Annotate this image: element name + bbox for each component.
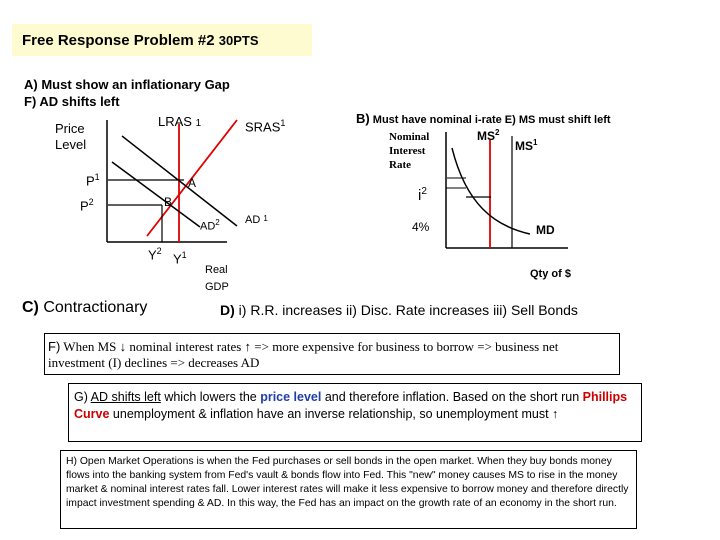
ms1-label-text: MS	[515, 139, 533, 153]
answer-d	[220, 302, 578, 318]
answer-h: H) Open Market Operations is when the Fed purchases or sell bonds in the open market. When they buy bonds money flows into the banking system from Fed's vault & bonds flow into Fed. This "new" money causes MS to rise in the money market & nominal interest rates fall. Lower interest rates will make it less expensive to borrow money and therefore directly impact investment spending & AD. In this way, the Fed has an impact on the growth rate of an economy in the short run.	[66, 456, 629, 509]
graph2-heading-prefix: B)	[356, 111, 370, 126]
answer-f-prefix: F)	[48, 339, 61, 354]
ad2-curve	[112, 162, 200, 227]
g2-ylabel	[389, 130, 429, 172]
i2-label-sup: 2	[421, 186, 427, 197]
graph2-heading-text: Must have nominal i-rate E) MS must shift left	[372, 114, 611, 126]
ad2-label	[200, 218, 220, 233]
y2-label-sup: 2	[156, 246, 162, 256]
lras-label-text: LRAS	[158, 114, 192, 129]
g1-xlabel	[205, 262, 229, 296]
ad1-label-sup: 1	[263, 214, 268, 223]
graph1-caption-text: Contractionary	[43, 299, 148, 316]
i2-label	[418, 186, 427, 204]
ms2-label	[477, 128, 499, 143]
ms2-label-text: MS	[477, 129, 495, 143]
ad2-label-text: AD	[200, 220, 216, 233]
y2-label	[148, 246, 162, 262]
g1-xlabel-line1: Real	[205, 264, 228, 276]
g2-ylabel-line1: Nominal	[389, 131, 430, 143]
graph2-heading	[356, 111, 611, 126]
p1-label	[86, 172, 100, 188]
title-points: 30PTS	[218, 33, 259, 48]
y2-label-text: Y	[148, 247, 157, 263]
g1-ylabel-line1: Price	[55, 121, 85, 136]
answer-d-text: i) R.R. increases ii) Disc. Rate increases iii) Sell Bonds	[238, 302, 578, 318]
g2-xlabel: Qty of $	[530, 268, 571, 280]
ad1-label-text: AD	[245, 214, 261, 226]
ms2-label-sup: 2	[495, 128, 500, 137]
p2-label-text: P	[80, 198, 89, 214]
g1-xlabel-line2: GDP	[205, 281, 229, 293]
sras-label-sup: 1	[280, 118, 286, 128]
ad2-label-sup: 2	[215, 218, 220, 227]
i2-label-text: i	[418, 187, 422, 204]
p1-label-sup: 1	[94, 172, 100, 182]
answer-h-box	[60, 450, 637, 529]
ms1-label-sup: 1	[533, 138, 538, 147]
answer-d-prefix: D)	[220, 302, 235, 318]
answer-g-part6: Phillips Curve	[74, 390, 628, 421]
md-curve	[452, 148, 530, 234]
g2-ylabel-line3: Rate	[389, 159, 411, 171]
title-prefix: Free Response Problem #2	[22, 32, 215, 49]
y1-label-sup: 1	[181, 250, 187, 260]
answer-g-part3: which lowers the	[160, 390, 261, 404]
lras-label-sub: 1	[195, 118, 202, 129]
g1-ylabel-line2: Level	[55, 137, 87, 152]
p2-label	[80, 197, 94, 213]
note-f: F) AD shifts left	[24, 94, 120, 109]
note-a: A) Must show an inflationary Gap	[24, 77, 230, 92]
g1-ylabel	[55, 121, 86, 153]
graph1-caption-prefix: C)	[22, 299, 39, 316]
sras-label	[245, 118, 285, 134]
point-a-label: A	[188, 176, 197, 190]
answer-g-part5: and therefore inflation. Based on the short run	[321, 390, 583, 404]
graph1-caption	[22, 299, 147, 317]
answer-g-box	[68, 383, 642, 442]
lras-label	[158, 114, 201, 129]
y1-label	[173, 250, 187, 266]
answer-g	[74, 389, 634, 423]
answer-g-part2: AD shifts left	[90, 390, 161, 404]
answer-g-part4: price level	[260, 390, 322, 404]
p1-label-text: P	[86, 173, 95, 189]
p2-label-sup: 2	[88, 197, 94, 207]
y1-label-text: Y	[173, 251, 182, 267]
answer-f-box	[44, 333, 620, 375]
sras-label-text: SRAS	[245, 119, 281, 135]
ad1-label	[245, 214, 268, 226]
answer-g-part1: G)	[74, 390, 91, 404]
rate-label: 4%	[412, 220, 430, 234]
ms1-label	[515, 138, 537, 153]
answer-f-text: When MS ↓ nominal interest rates ↑ => more expensive for business to borrow => business net investment (I) declines => decreases AD	[48, 339, 559, 370]
g2-ylabel-line2: Interest	[389, 145, 426, 157]
answer-g-part7: unemployment & inflation have an inverse relationship, so unemployment must ↑	[109, 407, 559, 421]
answer-f	[48, 339, 616, 371]
md-label: MD	[536, 223, 555, 237]
point-b-label: B	[164, 195, 173, 209]
